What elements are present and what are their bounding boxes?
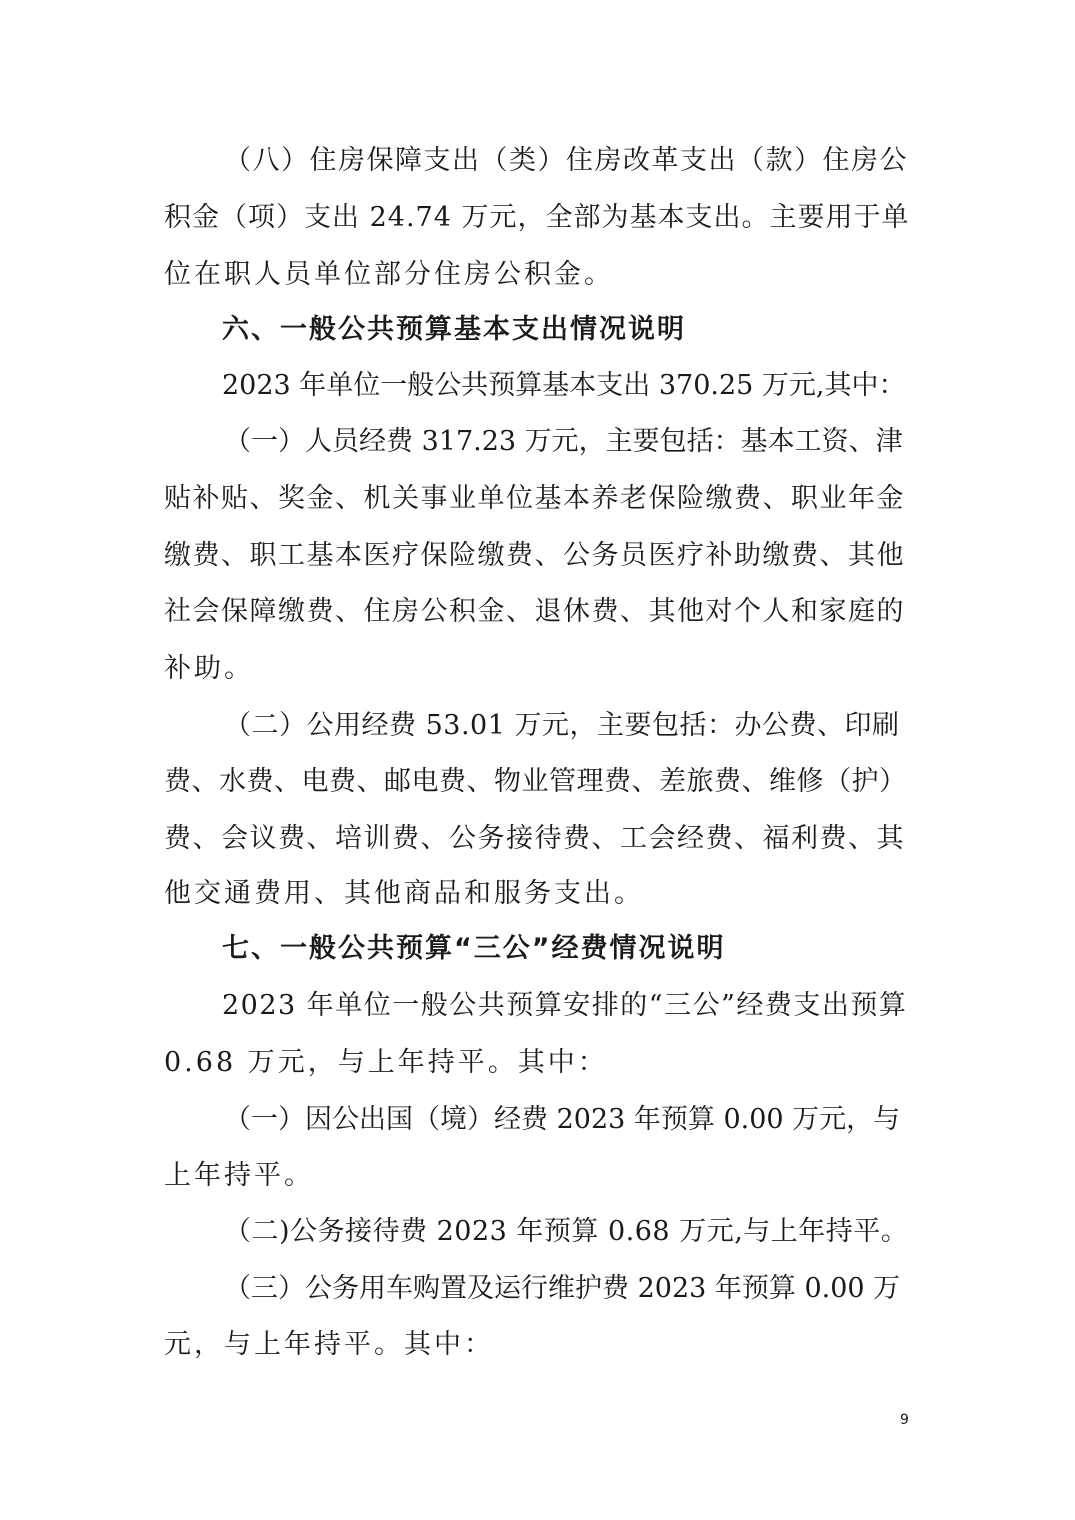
paragraph-line: （一）因公出国（境）经费 2023 年预算 0.00 万元，与 <box>224 1104 901 1135</box>
section-heading-seven: 七、一般公共预算“三公”经费情况说明 <box>222 933 726 964</box>
paragraph-line: （八）住房保障支出（类）住房改革支出（款）住房公 <box>224 145 908 176</box>
paragraph-line: 缴费、职工基本医疗保险缴费、公务员医疗补助缴费、其他 <box>164 540 905 571</box>
paragraph-line: 费、会议费、培训费、公务接待费、工会经费、福利费、其 <box>164 823 905 854</box>
section-heading-six: 六、一般公共预算基本支出情况说明 <box>222 314 686 345</box>
paragraph-line: 社会保障缴费、住房公积金、退休费、其他对个人和家庭的 <box>164 596 905 627</box>
paragraph-line: （二)公务接待费 2023 年预算 0.68 万元,与上年持平。 <box>224 1216 909 1247</box>
paragraph-line: 2023 年单位一般公共预算基本支出 370.25 万元,其中： <box>222 370 906 401</box>
paragraph-line: 他交通费用、其他商品和服务支出。 <box>164 878 644 909</box>
paragraph-line: 元，与上年持平。其中： <box>164 1329 494 1360</box>
paragraph-line: （一）人员经费 317.23 万元，主要包括：基本工资、津 <box>224 426 903 457</box>
paragraph-line: 积金（项）支出 24.74 万元，全部为基本支出。主要用于单 <box>164 202 910 233</box>
paragraph-line: 补助。 <box>164 653 254 684</box>
page-number: 9 <box>900 1412 909 1428</box>
paragraph-line: 贴补贴、奖金、机关事业单位基本养老保险缴费、职业年金 <box>164 483 905 514</box>
paragraph-line: 位在职人员单位部分住房公积金。 <box>164 259 614 290</box>
paragraph-line: （二）公用经费 53.01 万元，主要包括：办公费、印刷 <box>224 710 900 741</box>
paragraph-line: 0.68 万元，与上年持平。其中： <box>164 1047 608 1078</box>
paragraph-line: 费、水费、电费、邮电费、物业管理费、差旅费、维修（护） <box>164 766 907 797</box>
paragraph-line: 上年持平。 <box>164 1160 314 1191</box>
paragraph-line: （三）公务用车购置及运行维护费 2023 年预算 0.00 万 <box>224 1273 901 1304</box>
paragraph-line: 2023 年单位一般公共预算安排的“三公”经费支出预算 <box>222 990 908 1021</box>
